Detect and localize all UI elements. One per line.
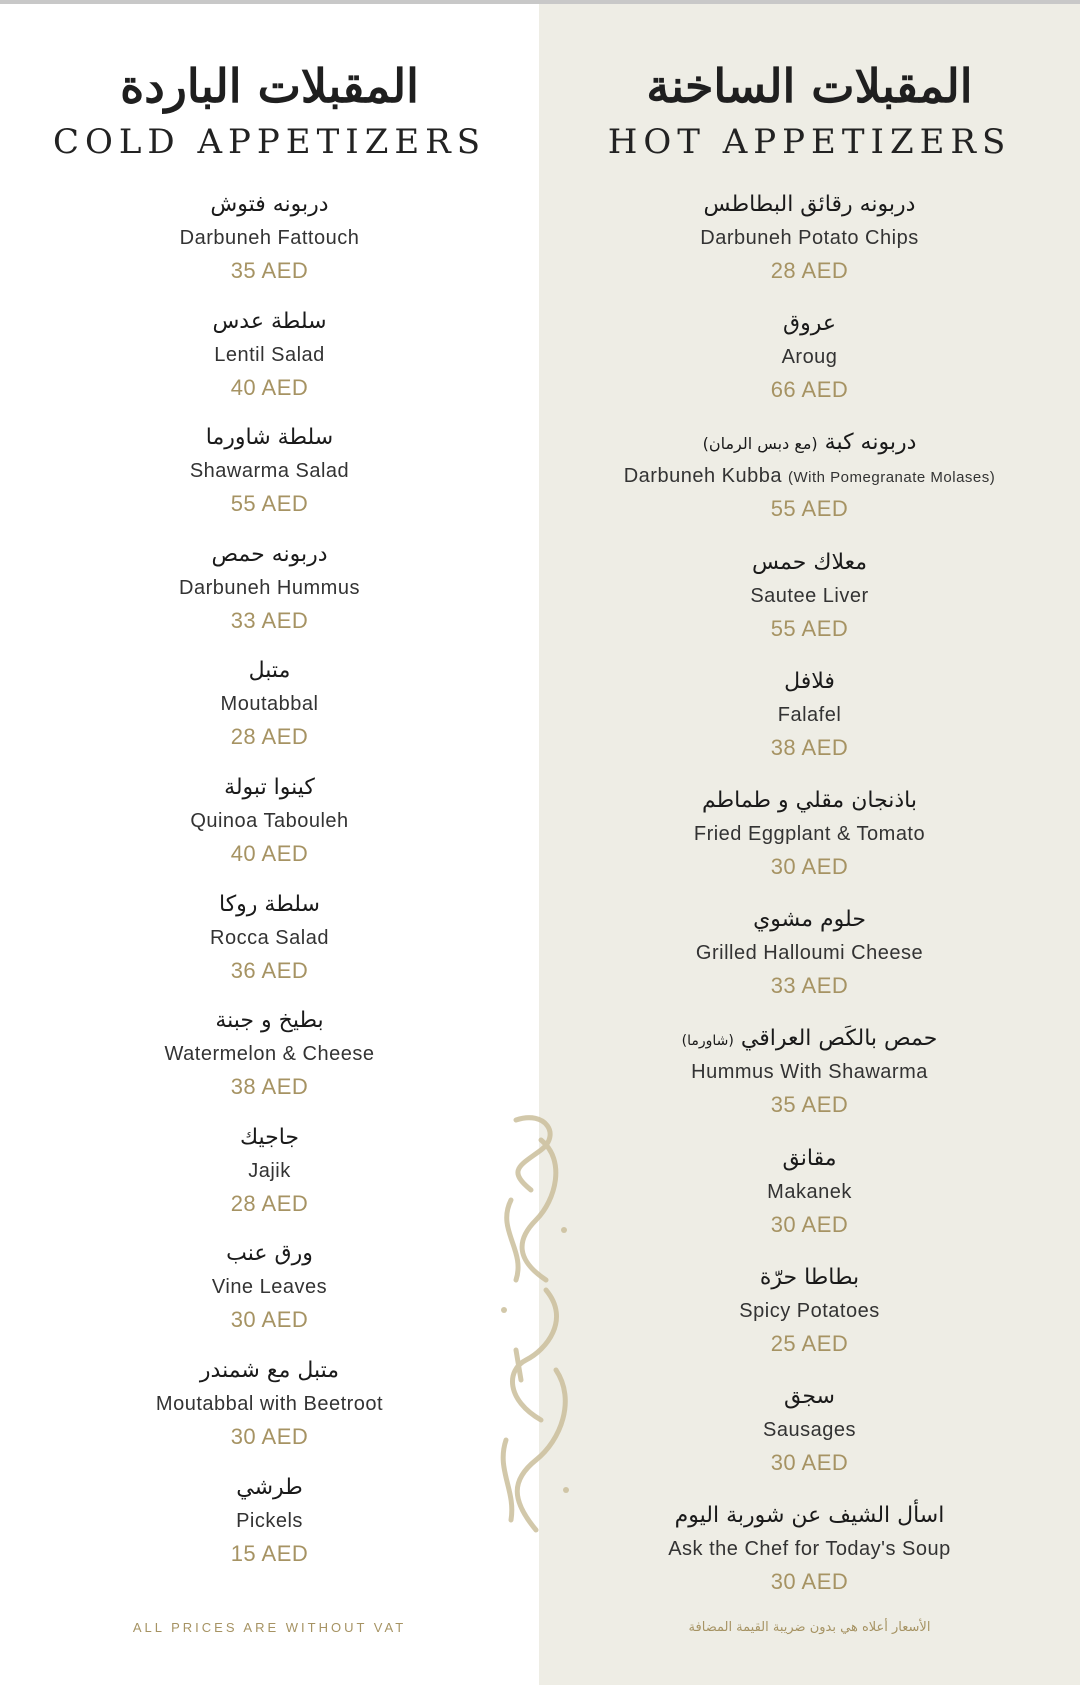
menu-item xyxy=(539,665,1080,784)
menu-item xyxy=(539,1022,1080,1141)
item-name-english: Lentil Salad xyxy=(214,343,325,366)
vat-note-english: ALL PRICES ARE WITHOUT VAT xyxy=(132,1620,407,1635)
item-price: 40 AED xyxy=(230,374,309,400)
item-name-english: Darbuneh Kubba (With Pomegranate Molases) xyxy=(623,465,996,488)
vat-note-arabic: الأسعار أعلاه هي بدون ضريبة القيمة المضافة xyxy=(688,1620,931,1635)
item-note-english: (With Pomegranate Molases) xyxy=(788,469,996,487)
cold-title-arabic: المقبلات الباردة xyxy=(120,59,419,113)
item-price: 33 AED xyxy=(230,607,309,633)
cold-appetizers-section xyxy=(0,4,539,1685)
menu-item xyxy=(0,1121,539,1238)
item-price: 28 AED xyxy=(230,724,309,750)
item-name-english: Vine Leaves xyxy=(211,1276,328,1299)
item-name-english: Rocca Salad xyxy=(210,926,329,949)
item-name-english: Hummus With Shawarma xyxy=(691,1061,928,1084)
item-note-arabic: (شاورما) xyxy=(681,1033,734,1050)
menu-item xyxy=(0,421,539,538)
item-name-arabic: عروق xyxy=(783,311,836,337)
item-name-english: Fried Eggplant & Tomato xyxy=(693,822,926,845)
item-price: 55 AED xyxy=(770,496,849,522)
menu-item xyxy=(0,1237,539,1354)
item-name-english: Sautee Liver xyxy=(750,584,869,607)
hot-title-english: HOT APPETIZERS xyxy=(607,122,1012,162)
menu-item xyxy=(0,1354,539,1471)
hot-items-list xyxy=(539,188,1080,1618)
item-name-arabic: فلافل xyxy=(784,668,835,694)
menu-item xyxy=(539,426,1080,545)
item-name-arabic: دربونه حمص xyxy=(211,541,328,567)
item-price: 30 AED xyxy=(770,1449,849,1475)
item-price: 36 AED xyxy=(230,957,309,983)
item-name-english: Quinoa Tabouleh xyxy=(190,809,349,832)
item-name-english: Jajik xyxy=(248,1159,291,1182)
item-price: 15 AED xyxy=(230,1540,309,1566)
item-name-english: Moutabbal xyxy=(220,693,319,716)
item-name-english: Darbuneh Potato Chips xyxy=(700,227,919,249)
item-price: 30 AED xyxy=(770,1569,849,1595)
item-name-english: Aroug xyxy=(781,346,838,369)
item-name-arabic: اسأل الشيف عن شوربة اليوم xyxy=(674,1503,945,1529)
item-name-arabic: دربونه رقائق البطاطس xyxy=(703,192,916,217)
menu-item xyxy=(539,546,1080,665)
calligraphy-decoration-icon xyxy=(486,1110,586,1550)
item-name-arabic: دربونه فتوش xyxy=(210,192,329,217)
hot-title-arabic: المقبلات الساخنة xyxy=(646,59,973,113)
menu-item xyxy=(539,1499,1080,1618)
item-name-arabic: بطاطا حرّة xyxy=(759,1264,860,1290)
menu-item xyxy=(539,784,1080,903)
item-name-arabic: سلطة عدس xyxy=(212,308,327,334)
item-name-arabic: كينوا تبولة xyxy=(224,774,315,800)
item-name-arabic: متبل xyxy=(248,658,291,684)
menu-item xyxy=(0,771,539,888)
item-name-arabic: متبل مع شمندر xyxy=(199,1357,340,1383)
item-name-english: Moutabbal with Beetroot xyxy=(155,1392,384,1415)
item-price: 66 AED xyxy=(770,377,849,403)
item-name-arabic: ورق عنب xyxy=(226,1241,313,1267)
item-price: 55 AED xyxy=(770,615,849,641)
item-price: 30 AED xyxy=(770,853,849,879)
menu-item xyxy=(539,1142,1080,1261)
item-price: 28 AED xyxy=(770,258,849,283)
item-price: 33 AED xyxy=(770,973,849,999)
menu-item xyxy=(539,307,1080,426)
item-price: 35 AED xyxy=(770,1092,849,1118)
cold-items-list xyxy=(0,188,539,1587)
item-name-arabic: معلاك حمس xyxy=(751,549,868,575)
item-price: 38 AED xyxy=(770,734,849,760)
item-note-arabic: (مع دبس الرمان) xyxy=(702,434,818,454)
item-name-arabic: حمص بالكَص العراقي (شاورما) xyxy=(681,1026,938,1052)
menu-item xyxy=(539,1261,1080,1380)
item-name-arabic: حلوم مشوي xyxy=(753,907,866,933)
item-name-arabic: سجق xyxy=(784,1383,835,1409)
item-name-arabic: مقانق xyxy=(782,1145,837,1171)
menu-item xyxy=(0,1004,539,1121)
item-price: 55 AED xyxy=(230,491,309,517)
item-name-arabic: باذنجان مقلي و طماطم xyxy=(701,787,918,813)
menu-item xyxy=(539,188,1080,307)
item-price: 38 AED xyxy=(230,1074,309,1100)
menu-item xyxy=(0,888,539,1005)
menu-item xyxy=(0,538,539,655)
item-name-arabic: دربونه كبة (مع دبس الرمان) xyxy=(702,430,917,456)
menu-item xyxy=(0,1471,539,1588)
menu-item xyxy=(0,654,539,771)
item-price: 30 AED xyxy=(230,1423,309,1449)
item-name-english: Grilled Halloumi Cheese xyxy=(695,942,924,965)
hot-appetizers-section xyxy=(539,4,1080,1685)
item-price: 28 AED xyxy=(230,1190,309,1216)
item-name-english: Spicy Potatoes xyxy=(739,1299,880,1322)
item-name-english: Watermelon & Cheese xyxy=(164,1043,375,1066)
item-price: 40 AED xyxy=(230,840,309,866)
menu-item xyxy=(0,305,539,422)
item-name-arabic: سلطة شاورما xyxy=(205,425,334,451)
cold-title-english: COLD APPETIZERS xyxy=(52,122,487,162)
item-name-english: Darbuneh Fattouch xyxy=(179,227,360,249)
item-name-arabic: بطيخ و جبنة xyxy=(215,1008,324,1034)
item-name-english: Sausages xyxy=(763,1418,856,1441)
item-name-arabic: طرشي xyxy=(236,1474,303,1500)
item-name-english: Pickels xyxy=(236,1509,303,1532)
item-price: 35 AED xyxy=(230,258,309,283)
item-name-english: Darbuneh Hummus xyxy=(179,576,360,599)
item-name-english: Shawarma Salad xyxy=(189,460,350,483)
item-price: 30 AED xyxy=(230,1307,309,1333)
item-price: 25 AED xyxy=(770,1330,849,1356)
item-name-arabic: سلطة روكا xyxy=(219,891,320,917)
menu-item xyxy=(539,1380,1080,1499)
item-price: 30 AED xyxy=(770,1211,849,1237)
item-name-arabic: جاجيك xyxy=(239,1124,300,1150)
item-name-english: Makanek xyxy=(767,1180,852,1203)
menu-item xyxy=(0,188,539,305)
item-name-english: Falafel xyxy=(777,703,842,726)
item-name-english: Ask the Chef for Today's Soup xyxy=(668,1538,951,1561)
menu-item xyxy=(539,903,1080,1022)
